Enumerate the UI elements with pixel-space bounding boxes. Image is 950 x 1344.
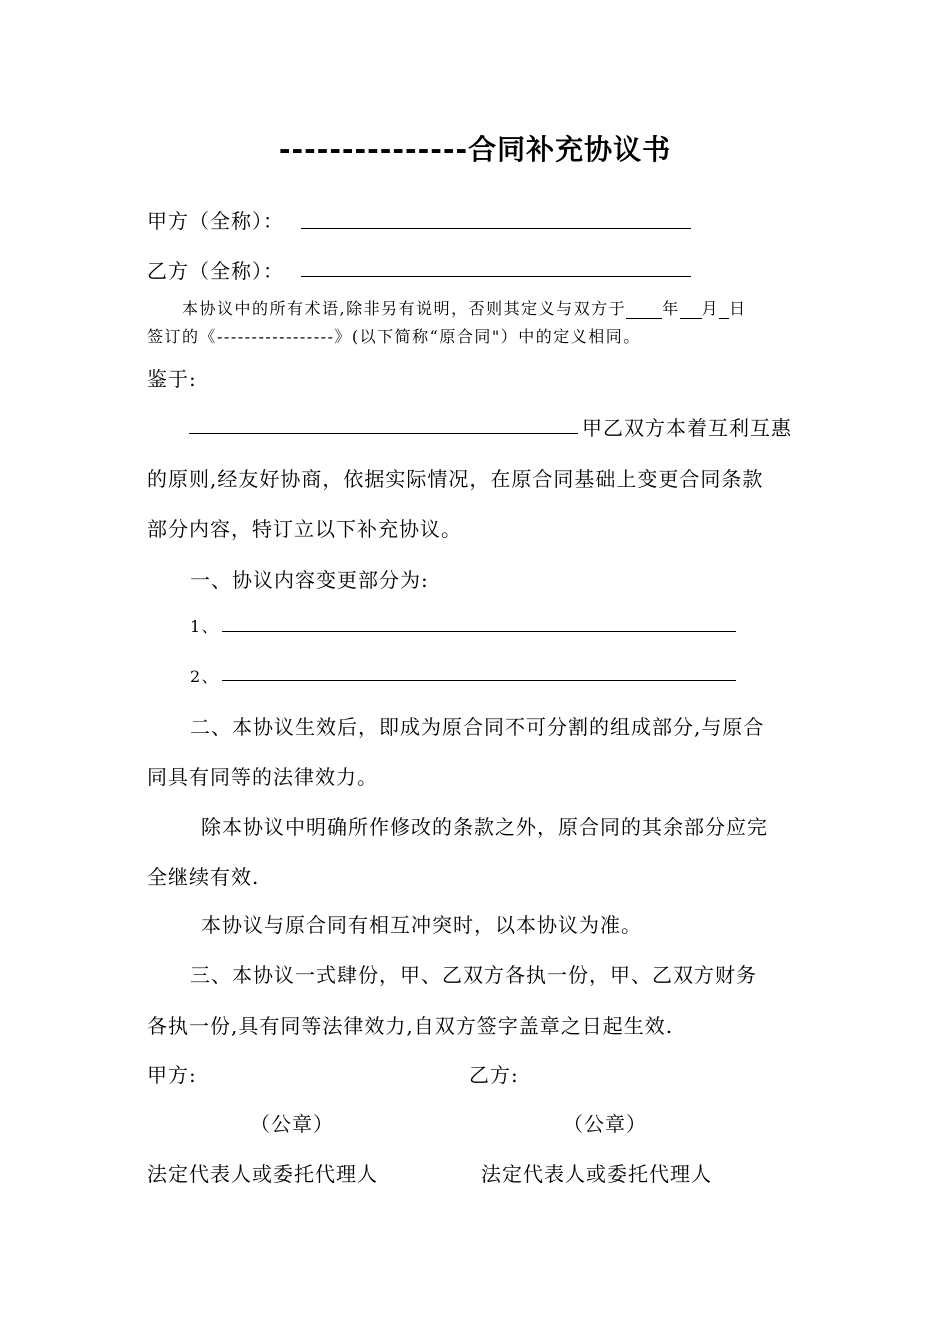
remain-line-1: 除本协议中明确所作修改的条款之外，原合同的其余部分应完 bbox=[201, 815, 768, 839]
year-blank[interactable] bbox=[626, 299, 662, 319]
section-1-heading: 一、协议内容变更部分为: bbox=[190, 568, 429, 592]
whereas-line-2: 的原则,经友好协商，依据实际情况，在原合同基础上变更合同条款 bbox=[147, 467, 764, 491]
representative-party-b: 法定代表人或委托代理人 bbox=[481, 1162, 712, 1186]
conflict-line: 本协议与原合同有相互冲突时，以本协议为准。 bbox=[201, 913, 642, 937]
definitions-line-1 bbox=[182, 296, 747, 319]
whereas-label: 鉴于: bbox=[147, 367, 197, 391]
seal-party-b: （公章） bbox=[563, 1112, 647, 1136]
item-1-label: 1、 bbox=[190, 617, 220, 636]
seal-party-a: （公章） bbox=[250, 1112, 334, 1136]
section-3-line-2: 各执一份,具有同等法律效力,自双方签字盖章之日起生效. bbox=[147, 1014, 674, 1038]
day-label: 日 bbox=[729, 299, 747, 318]
month-blank[interactable] bbox=[680, 299, 702, 319]
party-b-name-blank[interactable] bbox=[301, 276, 691, 277]
definitions-text: 本协议中的所有术语,除非另有说明，否则其定义与双方于 bbox=[182, 299, 627, 318]
day-blank[interactable] bbox=[719, 299, 729, 319]
party-a-label: 甲方（全称）： bbox=[147, 209, 284, 233]
whereas-line-1-tail: 甲乙双方本着互利互惠 bbox=[582, 416, 792, 440]
month-label: 月 bbox=[701, 299, 720, 318]
signature-party-b-label: 乙方: bbox=[469, 1063, 519, 1087]
item-2-blank[interactable] bbox=[222, 680, 736, 681]
whereas-line-3: 部分内容，特订立以下补充协议。 bbox=[147, 517, 462, 541]
whereas-blank[interactable] bbox=[189, 433, 578, 434]
signature-party-a-label: 甲方: bbox=[147, 1063, 197, 1087]
party-b-label: 乙方（全称）： bbox=[147, 259, 284, 283]
party-a-name-blank[interactable] bbox=[301, 228, 691, 229]
section-2-line-1: 二、本协议生效后，即成为原合同不可分割的组成部分,与原合 bbox=[190, 715, 765, 739]
remain-line-2: 全继续有效. bbox=[147, 865, 260, 889]
section-3-line-1: 三、本协议一式肆份，甲、乙双方各执一份，甲、乙双方财务 bbox=[190, 963, 757, 987]
representative-party-a: 法定代表人或委托代理人 bbox=[147, 1162, 378, 1186]
definitions-line-2: 签订的《-----------------》(以下简称“原合同"）中的定义相同。 bbox=[147, 327, 641, 346]
year-label: 年 bbox=[662, 299, 680, 318]
section-2-line-2: 同具有同等的法律效力。 bbox=[147, 765, 378, 789]
document-title: ---------------合同补充协议书 bbox=[278, 133, 672, 166]
item-1-blank[interactable] bbox=[222, 631, 736, 632]
item-2-label: 2、 bbox=[190, 667, 220, 686]
